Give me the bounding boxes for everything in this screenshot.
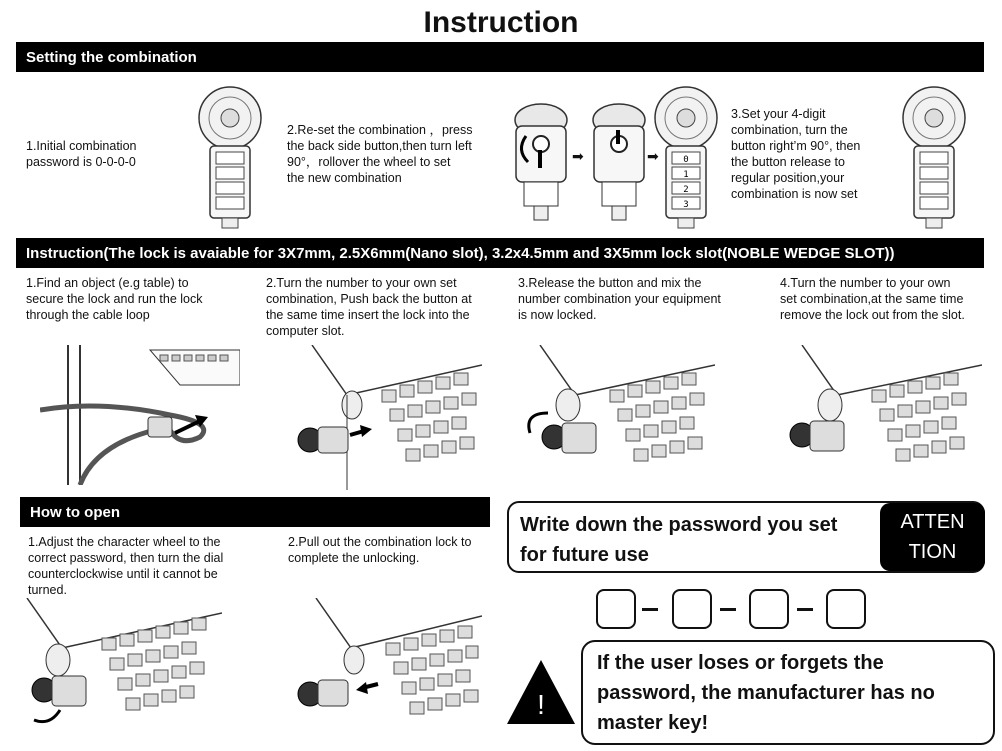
arrow-right-icon: ➡ <box>572 148 584 164</box>
password-digit-box <box>672 589 712 629</box>
setting-step-2: 2.Re-set the combination ，press the back side button,then turn left 90°，rollover the wheel to set the new combination <box>287 123 473 185</box>
section-header-setting: Setting the combination <box>16 42 984 72</box>
table-cable-illustration <box>40 345 240 485</box>
warning-triangle-icon <box>505 656 577 728</box>
lock-digit: 0 <box>683 155 689 165</box>
warning-text: If the user loses or forgets the password, the manufacturer has no master key! <box>597 652 935 734</box>
section-header-instruction: Instruction(The lock is avaiable for 3X7mm, 2.5X6mm(Nano slot), 3.2x4.5mm and 3X5mm lock slot(NOBLE WEDGE SLOT)) <box>16 238 984 268</box>
password-digit-box <box>749 589 789 629</box>
section-header-open: How to open <box>20 497 490 527</box>
combination-lock-reset-illustration-1 <box>510 100 572 225</box>
warning-symbol: ! <box>537 689 545 720</box>
laptop-pull-out-illustration <box>296 598 482 744</box>
combination-lock-illustration-1 <box>196 82 264 232</box>
instruction-step-4: 4.Turn the number to your own set combination,at the same time remove the lock out from the slot. <box>780 276 965 322</box>
setting-step-1: 1.Initial combination password is 0-0-0-0 <box>26 139 137 169</box>
open-step-1: 1.Adjust the character wheel to the correct password, then turn the dial counterclockwise until it cannot be turned. <box>28 535 224 597</box>
lock-digit: 1 <box>683 170 689 180</box>
page-title: Instruction <box>423 6 579 39</box>
open-step-2: 2.Pull out the combination lock to complete the unlocking. <box>288 535 472 565</box>
lock-digit: 2 <box>683 185 689 195</box>
laptop-unlock-illustration <box>22 598 222 744</box>
arrow-right-icon: ➡ <box>647 148 659 164</box>
password-digit-box <box>826 589 866 629</box>
password-dash <box>720 608 736 611</box>
laptop-insert-illustration <box>292 345 482 490</box>
combination-lock-reset-illustration-2 <box>588 100 650 225</box>
combination-lock-illustration-2 <box>652 82 720 232</box>
instruction-step-3: 3.Release the button and mix the number combination your equipment is now locked. <box>518 276 721 322</box>
attention-text: Write down the password you set for future use <box>520 514 838 566</box>
password-dash <box>797 608 813 611</box>
lock-digit: 3 <box>683 200 689 210</box>
password-dash <box>642 608 658 611</box>
password-digit-box <box>596 589 636 629</box>
laptop-locked-illustration <box>520 345 715 490</box>
combination-lock-illustration-3 <box>900 82 968 232</box>
attention-tag: ATTEN TION <box>880 503 985 571</box>
instruction-step-1: 1.Find an object (e.g table) to secure the lock and run the lock through the cable loop <box>26 276 203 322</box>
laptop-remove-illustration <box>782 345 982 490</box>
instruction-step-2: 2.Turn the number to your own set combination, Push back the button at the same time insert the lock into the computer slot. <box>266 276 472 338</box>
setting-step-3: 3.Set your 4-digit combination, turn the button right’m 90°, then the button release to regular position,your combination is now set <box>731 107 861 201</box>
